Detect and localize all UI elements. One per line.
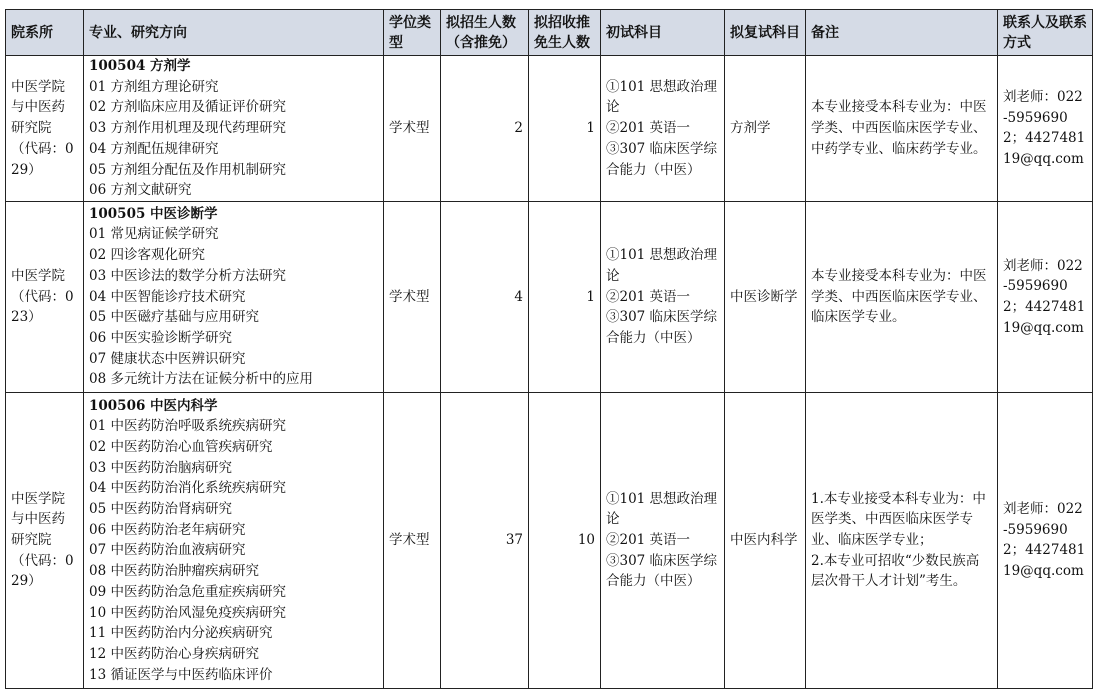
major-code: 100506 中医内科学: [89, 397, 218, 414]
header-row: [6, 10, 1093, 56]
header-dept: 院系所: [6, 10, 84, 56]
direction-item: 02 四诊客观化研究: [89, 247, 205, 264]
prelim-cell: [601, 201, 725, 392]
direction-item: 05 中医药防治肾病研究: [89, 501, 232, 518]
dept-cell: 中医学院与中医药研究院（代码：029）: [6, 56, 84, 202]
contact-cell: 刘老师：022-59596902；442748119@qq.com: [998, 56, 1093, 202]
exempt-cell: 1: [529, 201, 601, 392]
prelim-cell: [601, 392, 725, 688]
direction-item: 06 中医药防治老年病研究: [89, 521, 246, 538]
prelim-text: ①101 思想政治理论 ②201 英语一 ③307 临床医学综合能力（中医）: [606, 247, 718, 346]
direction-item: 06 中医实验诊断学研究: [89, 329, 232, 346]
remarks-text: 本专业接受本科专业为：中医学类、中西医临床医学专业、临床医学专业。: [811, 267, 987, 326]
directions-cell: [84, 201, 384, 392]
directions-cell: [84, 56, 384, 202]
retest-cell: 中医内科学: [725, 392, 806, 688]
degree-cell: 学术型: [384, 56, 441, 202]
direction-item: 03 中医诊法的数学分析方法研究: [89, 267, 286, 284]
direction-item: 12 中医药防治心身疾病研究: [89, 645, 259, 662]
contact-cell: 刘老师：022-59596902；442748119@qq.com: [998, 392, 1093, 688]
remarks-text: 1.本专业接受本科专业为：中医学类、中西医临床医学专业、临床医学专业； 2.本专业可招收“少数民族高层次骨干人才计划”考生。: [811, 490, 986, 590]
direction-item: 11 中医药防治内分泌疾病研究: [89, 625, 273, 642]
direction-item: 08 多元统计方法在证候分析中的应用: [89, 371, 313, 388]
header-exempt: 拟招收推免生人数: [529, 10, 601, 56]
direction-item: 13 循证医学与中医药临床评价: [89, 666, 273, 683]
header-contact: 联系人及联系方式: [998, 10, 1093, 56]
table-row: [6, 201, 1093, 392]
retest-cell: 中医诊断学: [725, 201, 806, 392]
direction-item: 01 常见病证候学研究: [89, 226, 219, 243]
direction-item: 04 中医药防治消化系统疾病研究: [89, 480, 286, 497]
table-row: [6, 56, 1093, 202]
dept-cell: 中医学院（代码：023）: [6, 201, 84, 392]
prelim-cell: [601, 56, 725, 202]
table-row: [6, 392, 1093, 688]
major-code: 100505 中医诊断学: [89, 205, 218, 222]
direction-item: 03 方剂作用机理及现代药理研究: [89, 120, 286, 137]
direction-item: 04 方剂配伍规律研究: [89, 140, 219, 157]
direction-item: 02 中医药防治心血管疾病研究: [89, 438, 273, 455]
exempt-cell: 1: [529, 56, 601, 202]
retest-cell: 方剂学: [725, 56, 806, 202]
prelim-text: ①101 思想政治理论 ②201 英语一 ③307 临床医学综合能力（中医）: [606, 78, 718, 178]
major-code: 100504 方剂学: [89, 58, 191, 74]
header-major: 专业、研究方向: [84, 10, 384, 56]
remarks-cell: [806, 392, 998, 688]
remarks-cell: [806, 56, 998, 202]
degree-cell: 学术型: [384, 392, 441, 688]
direction-item: 08 中医药防治肿瘤疾病研究: [89, 563, 259, 580]
degree-cell: 学术型: [384, 201, 441, 392]
header-remarks: 备注: [806, 10, 998, 56]
plan-cell: 2: [441, 56, 529, 202]
prelim-text: ①101 思想政治理论 ②201 英语一 ③307 临床医学综合能力（中医）: [606, 490, 718, 590]
header-degree: 学位类型: [384, 10, 441, 56]
plan-cell: 4: [441, 201, 529, 392]
direction-item: 04 中医智能诊疗技术研究: [89, 288, 246, 305]
exempt-cell: 10: [529, 392, 601, 688]
direction-item: 09 中医药防治急危重症疾病研究: [89, 583, 286, 600]
header-plan: 拟招生人数（含推免）: [441, 10, 529, 56]
direction-item: 06 方剂文献研究: [89, 182, 192, 199]
direction-item: 01 方剂组方理论研究: [89, 78, 219, 95]
direction-item: 07 中医药防治血液病研究: [89, 542, 246, 559]
remarks-cell: [806, 201, 998, 392]
remarks-text: 本专业接受本科专业为：中医学类、中西医临床医学专业、中药学专业、临床药学专业。: [811, 99, 987, 157]
direction-item: 05 中医磁疗基础与应用研究: [89, 309, 259, 326]
header-retest: 拟复试科目: [725, 10, 806, 56]
direction-item: 03 中医药防治脑病研究: [89, 459, 232, 476]
direction-item: 07 健康状态中医辨识研究: [89, 350, 246, 367]
plan-cell: 37: [441, 392, 529, 688]
direction-item: 02 方剂临床应用及循证评价研究: [89, 99, 286, 116]
header-prelim: 初试科目: [601, 10, 725, 56]
direction-item: 10 中医药防治风湿免疫疾病研究: [89, 604, 286, 621]
enrollment-table: [5, 9, 1093, 689]
directions-cell: [84, 392, 384, 688]
direction-item: 01 中医药防治呼吸系统疾病研究: [89, 418, 286, 435]
direction-item: 05 方剂组分配伍及作用机制研究: [89, 161, 286, 178]
contact-cell: 刘老师：022-59596902；442748119@qq.com: [998, 201, 1093, 392]
dept-cell: 中医学院与中医药研究院（代码：029）: [6, 392, 84, 688]
